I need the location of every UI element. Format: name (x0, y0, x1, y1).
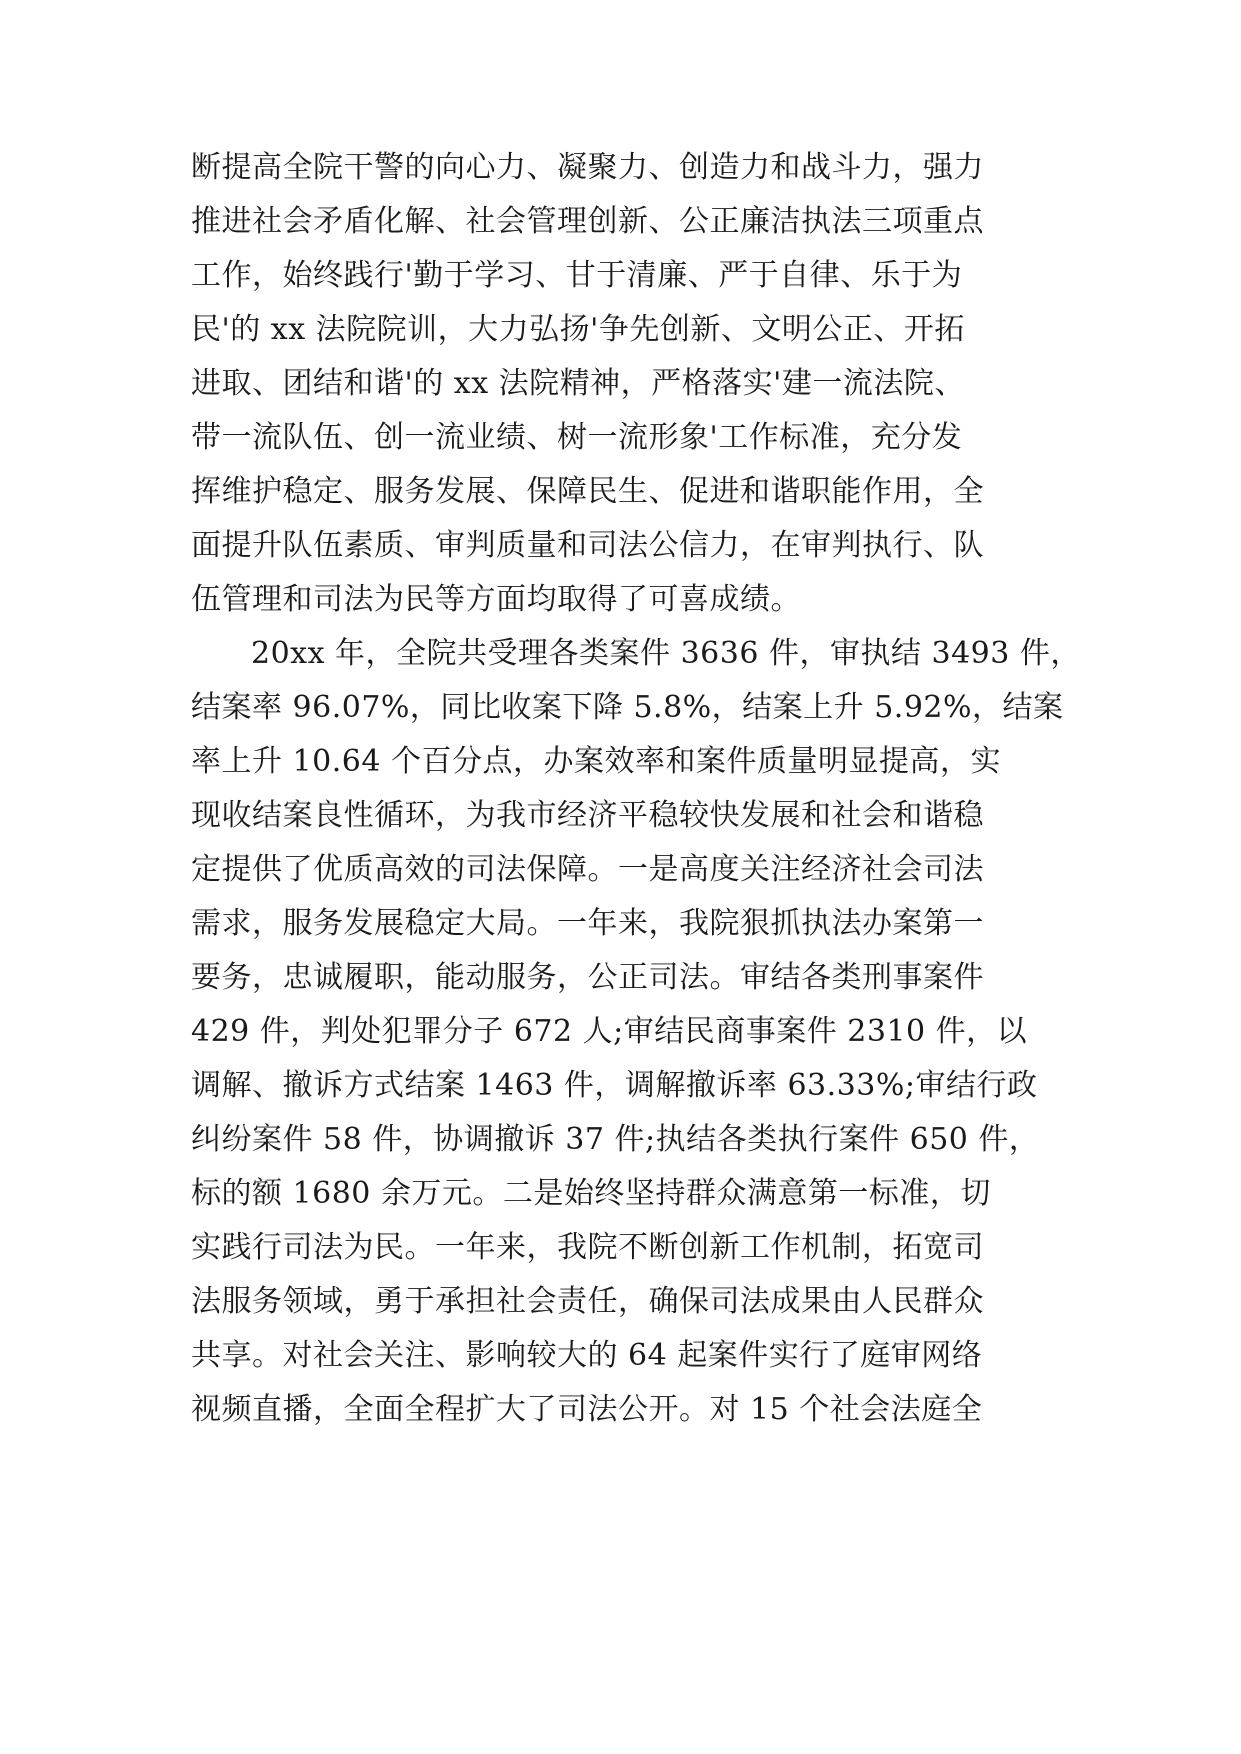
paragraph-2-line: 法服务领域，勇于承担社会责任，确保司法成果由人民群众 (191, 1284, 984, 1319)
paragraph-1-line: 带一流队伍、创一流业绩、树一流形象'工作标准，充分发 (191, 420, 963, 455)
paragraph-2-line: 定提供了优质高效的司法保障。一是高度关注经济社会司法 (191, 852, 984, 887)
paragraph-1-line: 民'的 xx 法院院训，大力弘扬'争先创新、文明公正、开拓 (191, 312, 965, 347)
paragraph-2-line: 率上升 10.64 个百分点，办案效率和案件质量明显提高，实 (191, 744, 1001, 779)
paragraph-2-line: 调解、撤诉方式结案 1463 件，调解撤诉率 63.33%;审结行政 (191, 1068, 1038, 1103)
paragraph-2-line: 需求，服务发展稳定大局。一年来，我院狠抓执法办案第一 (191, 906, 984, 941)
paragraph-1-line: 断提高全院干警的向心力、凝聚力、创造力和战斗力，强力 (191, 150, 984, 185)
paragraph-1-line: 推进社会矛盾化解、社会管理创新、公正廉洁执法三项重点 (191, 204, 984, 239)
paragraph-2-line: 结案率 96.07%，同比收案下降 5.8%，结案上升 5.92%，结案 (191, 690, 1064, 725)
paragraph-1-line: 面提升队伍素质、审判质量和司法公信力，在审判执行、队 (191, 528, 984, 563)
paragraph-2-line: 实践行司法为民。一年来，我院不断创新工作机制，拓宽司 (191, 1230, 984, 1265)
paragraph-1-line: 挥维护稳定、服务发展、保障民生、促进和谐职能作用，全 (191, 474, 984, 509)
paragraph-2-line: 视频直播，全面全程扩大了司法公开。对 15 个社会法庭全 (191, 1392, 983, 1427)
paragraph-2-line: 429 件，判处犯罪分子 672 人;审结民商事案件 2310 件，以 (191, 1014, 1028, 1049)
paragraph-2-line: 20xx 年，全院共受理各类案件 3636 件，审执结 3493 件， (251, 636, 1081, 671)
paragraph-2-line: 现收结案良性循环，为我市经济平稳较快发展和社会和谐稳 (191, 798, 984, 833)
paragraph-1-line: 工作，始终践行'勤于学习、甘于清廉、严于自律、乐于为 (191, 258, 963, 293)
paragraph-2-line: 共享。对社会关注、影响较大的 64 起案件实行了庭审网络 (191, 1338, 983, 1373)
paragraph-2-line: 标的额 1680 余万元。二是始终坚持群众满意第一标准，切 (191, 1176, 991, 1211)
paragraph-2-line: 纠纷案件 58 件，协调撤诉 37 件;执结各类执行案件 650 件， (191, 1122, 1040, 1157)
paragraph-2-line: 要务，忠诚履职，能动服务，公正司法。审结各类刑事案件 (191, 960, 984, 995)
paragraph-1-line: 进取、团结和谐'的 xx 法院精神，严格落实'建一流法院、 (191, 366, 965, 401)
paragraph-1-line: 伍管理和司法为民等方面均取得了可喜成绩。 (191, 582, 801, 617)
